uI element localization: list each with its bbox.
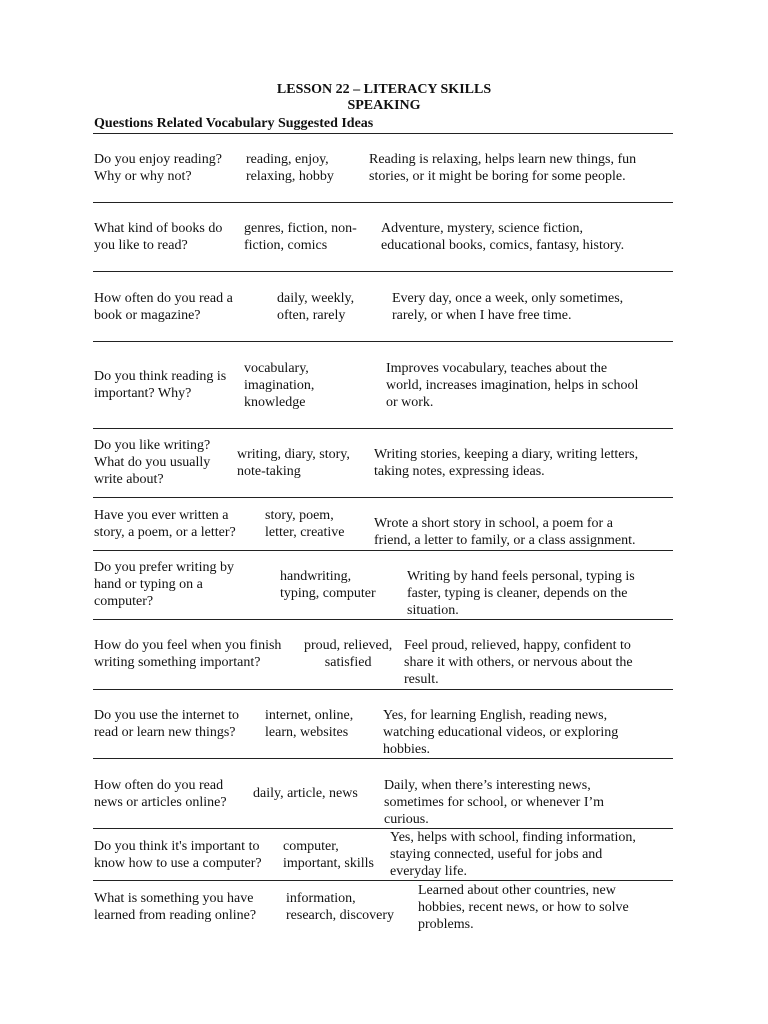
vocabulary-cell: computer, important, skills (283, 839, 374, 871)
ideas-cell: Yes, helps with school, finding information, staying connected, useful for jobs and everyday life. (390, 830, 636, 879)
table-header: Questions Related Vocabulary Suggested Ideas (94, 116, 374, 131)
vocabulary-cell: writing, diary, story, note-taking (237, 447, 350, 479)
vocabulary-cell: story, poem, letter, creative (265, 508, 345, 540)
vocabulary-cell: reading, enjoy, relaxing, hobby (246, 152, 334, 184)
question-cell: What kind of books do you like to read? (94, 221, 223, 253)
vocabulary-cell: genres, fiction, non- fiction, comics (244, 221, 357, 253)
question-cell: Have you ever written a story, a poem, or a letter? (94, 508, 236, 540)
vocabulary-cell: handwriting, typing, computer (280, 569, 376, 601)
lesson-title: LESSON 22 – LITERACY SKILLS (276, 82, 492, 97)
row-divider (93, 689, 673, 690)
ideas-cell: Writing stories, keeping a diary, writing letters, taking notes, expressing ideas. (374, 447, 639, 479)
row-divider (93, 619, 673, 620)
row-divider (93, 758, 673, 759)
question-cell: How often do you read news or articles online? (94, 778, 227, 810)
question-cell: Do you like writing? What do you usually write about? (94, 438, 211, 487)
ideas-cell: Improves vocabulary, teaches about the world, increases imagination, helps in school or work. (386, 361, 639, 410)
row-divider (93, 271, 673, 272)
vocabulary-cell: vocabulary, imagination, knowledge (244, 361, 315, 410)
question-cell: Do you think it's important to know how to use a computer? (94, 839, 262, 871)
ideas-cell: Adventure, mystery, science fiction, educational books, comics, fantasy, history. (381, 221, 625, 253)
ideas-cell: Wrote a short story in school, a poem for a friend, a letter to family, or a class assignment. (374, 516, 636, 548)
ideas-cell: Learned about other countries, new hobbies, recent news, or how to solve problems. (418, 883, 629, 932)
question-cell: What is something you have learned from reading online? (94, 891, 257, 923)
vocabulary-cell: daily, article, news (253, 786, 358, 801)
ideas-cell: Reading is relaxing, helps learn new things, fun stories, or it might be boring for some people. (369, 152, 637, 184)
ideas-cell: Yes, for learning English, reading news, watching educational videos, or exploring hobbies. (383, 708, 619, 757)
row-divider (93, 497, 673, 498)
vocabulary-cell: information, research, discovery (286, 891, 395, 923)
vocabulary-cell: proud, relieved, satisfied (304, 638, 393, 670)
ideas-cell: Daily, when there’s interesting news, sometimes for school, or whenever I’m curious. (384, 778, 605, 827)
question-cell: Do you use the internet to read or learn new things? (94, 708, 240, 740)
ideas-cell: Writing by hand feels personal, typing is faster, typing is cleaner, depends on the situation. (407, 569, 635, 618)
section-title: SPEAKING (347, 98, 421, 113)
row-divider (93, 341, 673, 342)
question-cell: Do you think reading is important? Why? (94, 369, 227, 401)
question-cell: How do you feel when you finish writing something important? (94, 638, 282, 670)
row-divider (93, 550, 673, 551)
vocabulary-cell: daily, weekly, often, rarely (277, 291, 355, 323)
question-cell: Do you enjoy reading? Why or why not? (94, 152, 222, 184)
row-divider (93, 202, 673, 203)
header-rule (93, 133, 673, 134)
row-divider (93, 880, 673, 881)
ideas-cell: Every day, once a week, only sometimes, rarely, or when I have free time. (392, 291, 624, 323)
row-divider (93, 428, 673, 429)
question-cell: How often do you read a book or magazine? (94, 291, 233, 323)
vocabulary-cell: internet, online, learn, websites (265, 708, 354, 740)
question-cell: Do you prefer writing by hand or typing on a computer? (94, 560, 234, 609)
ideas-cell: Feel proud, relieved, happy, confident to share it with others, or nervous about the result. (404, 638, 633, 687)
